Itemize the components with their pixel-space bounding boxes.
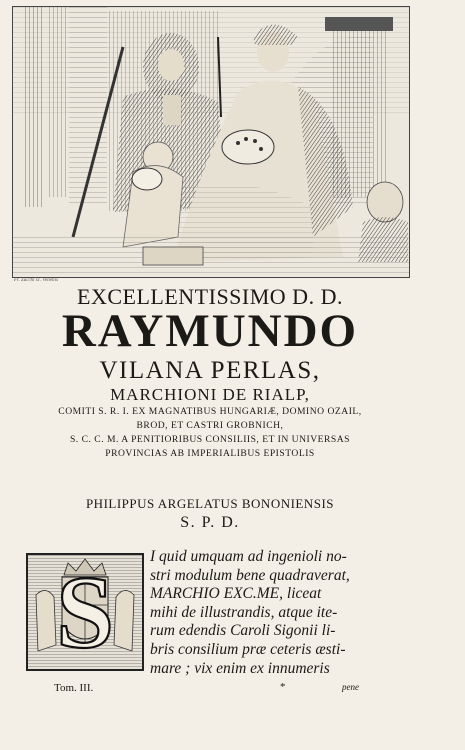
text-line: MARCHIO EXC.ME, liceat: [150, 585, 322, 603]
dedication-text: [150, 548, 385, 678]
text-line: bris consilium præ ceteris æsti-: [150, 640, 346, 658]
plate-credit: Fr. Zucchi sc. Venetiis: [14, 278, 59, 283]
dedicatee-title: MARCHIONI DE RIALP,: [110, 385, 310, 404]
dedicatee-honors-line: S. C. C. M. A PENITIORIBUS CONSILIIS, ET IN UNIVERSAS: [69, 434, 351, 445]
text-line: mare ; vix enim ex innumeris: [150, 659, 330, 677]
dedicatee-surname: VILANA PERLAS,: [99, 357, 321, 384]
volume-mark: Tom. III.: [54, 682, 94, 694]
author-line: PHILIPPUS ARGELATUS BONONIENSIS: [85, 496, 335, 511]
greeting-line: S. P. D.: [180, 514, 240, 531]
dedicatee-honors-line: COMITI S. R. I. EX MAGNATIBUS HUNGARIÆ, DOMINO OZAIL,: [58, 406, 362, 417]
initial-ornament: [28, 555, 142, 669]
decorated-initial: [26, 553, 144, 671]
initial-letter: S: [56, 555, 114, 669]
dedicatee-honors-line: BROD, ET CASTRI GROBNICH,: [136, 420, 284, 431]
catchword: pene: [342, 682, 359, 692]
frontispiece-engraving: [12, 6, 410, 278]
signature-mark: *: [280, 681, 286, 693]
engraving-illustration: [13, 7, 409, 277]
text-line: I quid umquam ad ingenioli no-: [150, 548, 347, 565]
text-line: stri modulum bene quadraverat,: [150, 566, 350, 584]
dedication-salutation: EXCELLENTISSIMO D. D.: [77, 284, 343, 309]
text-line: mihi de illustrandis, atque ite-: [150, 603, 338, 621]
dedicatee-name: RAYMUNDO: [61, 305, 359, 357]
text-line: rum edendis Caroli Sigonii li-: [150, 622, 336, 640]
dedicatee-honors-line: PROVINCIAS AB IMPERIALIBUS EPISTOLIS: [105, 448, 315, 459]
